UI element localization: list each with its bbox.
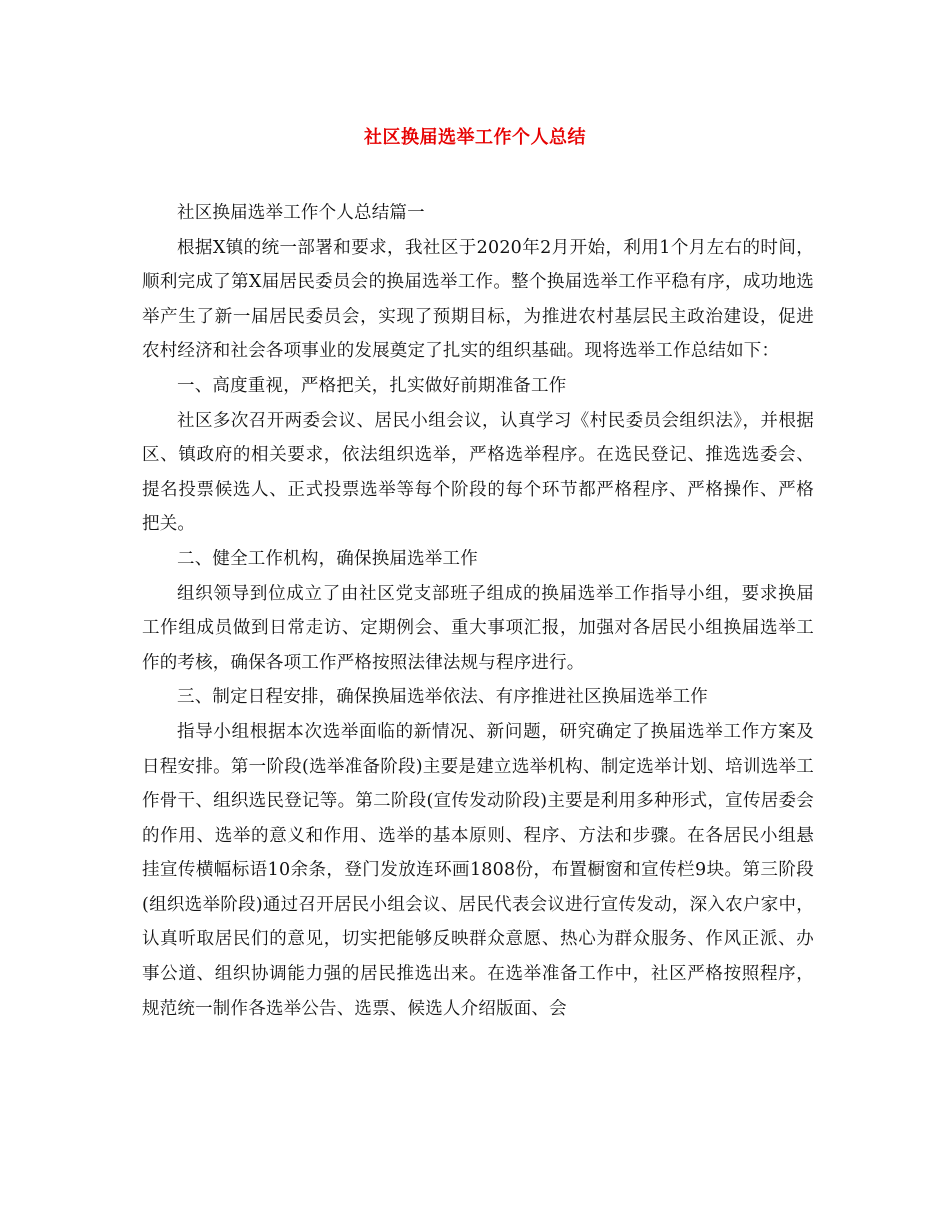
- document-body: [142, 196, 814, 1026]
- paragraph-1: 社区多次召开两委会议、居民小组会议，认真学习《村民委员会组织法》，并根据区、镇政府的相关要求，依法组织选举，严格选举程序。在选民登记、推选选委会、提名投票候选人、正式投票选举等每个阶段的每个环节都严格程序、严格操作、严格把关。: [142, 410, 814, 535]
- section-heading-3: 三、制定日程安排，确保换届选举依法、有序推进社区换届选举工作: [177, 687, 708, 708]
- paragraph-2: 组织领导到位成立了由社区党支部班子组成的换届选举工作指导小组，要求换届工作组成员做到日常走访、定期例会、重大事项汇报，加强对各居民小组换届选举工作的考核，确保各项工作严格按照法律法规与程序进行。: [142, 583, 814, 673]
- section-heading-part-one: 社区换届选举工作个人总结篇一: [177, 203, 425, 223]
- intro-paragraph: 根据X镇的统一部署和要求，我社区于2020年2月开始，利用1个月左右的时间，顺利完成了第X届居民委员会的换届选举工作。整个换届选举工作平稳有序，成功地选举产生了新一届居民委员会，实现了预期目标，为推进农村基层民主政治建设，促进农村经济和社会各项事业的发展奠定了扎实的组织基础。现将选举工作总结如下：: [142, 237, 814, 362]
- paragraph-3: 指导小组根据本次选举面临的新情况、新问题，研究确定了换届选举工作方案及日程安排。第一阶段(选举准备阶段)主要是建立选举机构、制定选举计划、培训选举工作骨干、组织选民登记等。第二阶段(宣传发动阶段)主要是利用多种形式，宣传居委会的作用、选举的意义和作用、选举的基本原则、程序、方法和步骤。在各居民小组悬挂宣传横幅标语10余条，登门发放连环画1808份，布置橱窗和宣传栏9块。第三阶段(组织选举阶段)通过召开居民小组会议、居民代表会议进行宣传发动，深入农户家中，认真听取居民们的意见，切实把能够反映群众意愿、热心为群众服务、作风正派、办事公道、组织协调能力强的居民推选出来。在选举准备工作中，社区严格按照程序，规范统一制作各选举公告、选票、候选人介绍版面、会: [142, 721, 814, 1019]
- section-heading-1: 一、高度重视，严格把关，扎实做好前期准备工作: [177, 375, 567, 396]
- section-heading-2: 二、健全工作机构，确保换届选举工作: [177, 548, 478, 569]
- document-title: 社区换届选举工作个人总结: [364, 127, 586, 148]
